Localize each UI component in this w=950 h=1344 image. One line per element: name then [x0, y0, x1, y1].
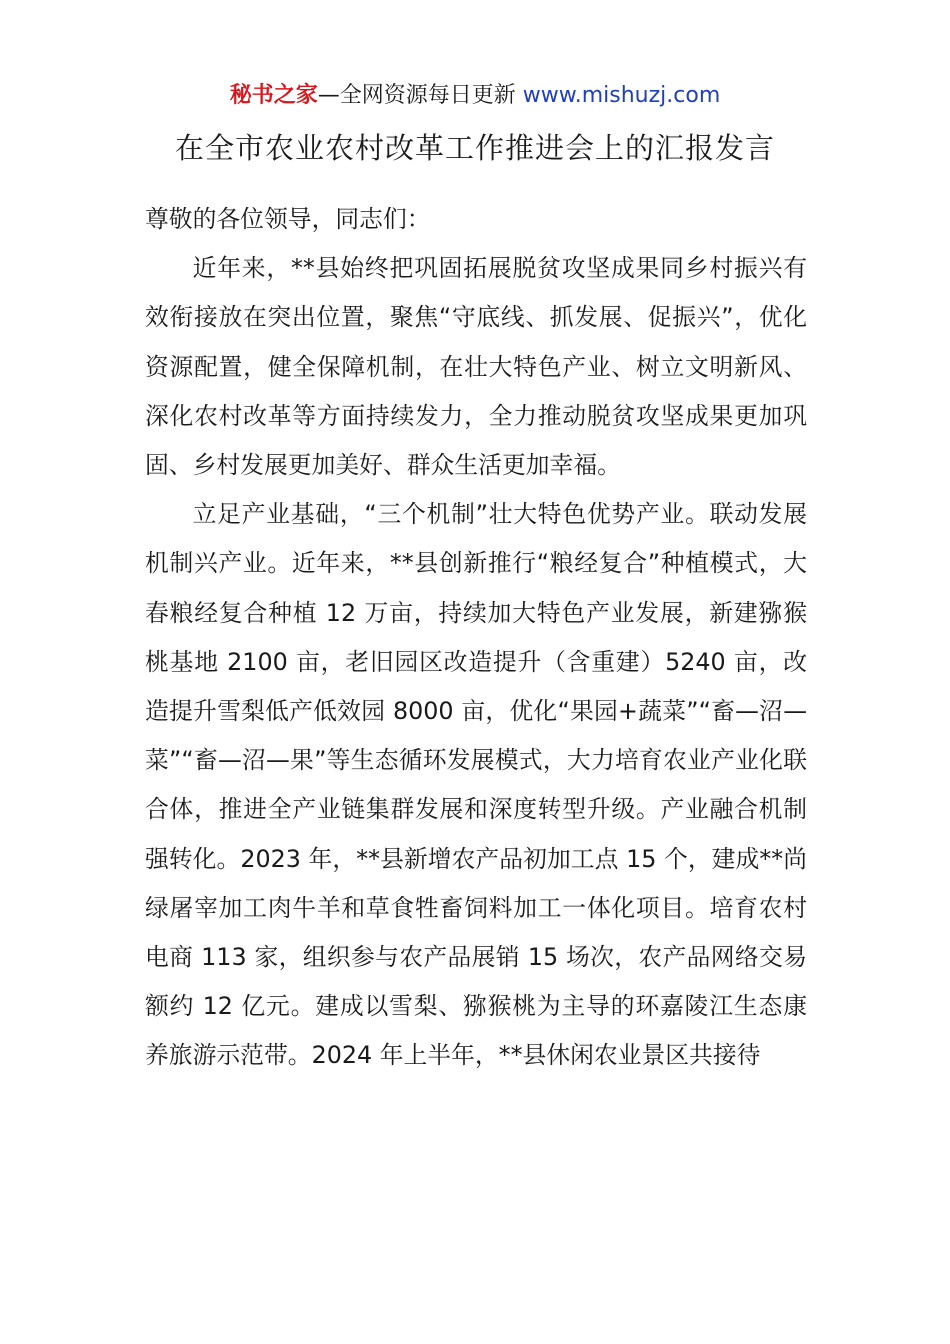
paragraph: 立足产业基础，“三个机制”壮大特色优势产业。联动发展机制兴产业。近年来，**县创新推行“粮经复合”种植模式，大春粮经复合种植 12 万亩，持续加大特色产业发展，新建猕猴桃基地 2100 亩，老旧园区改造提升（含重建）5240 亩，改造提升雪梨低产低效园 8000 亩，优化“果园+蔬菜”“畜—沼—菜”“畜—沼—果”等生态循环发展模式，大力培育农业产业化联合体，推进全产业链集群发展和深度转型升级。产业融合机制强转化。2023 年，**县新增农产品初加工点 15 个，建成**尚绿屠宰加工肉牛羊和草食牲畜饲料加工一体化项目。培育农村电商 113 家，组织参与农产品展销 15 场次，农产品网络交易额约 12 亿元。建成以雪梨、猕猴桃为主导的环嘉陵江生态康养旅游示范带。2024 年上半年，**县休闲农业景区共接待 [145, 500, 807, 1070]
salutation: 尊敬的各位领导，同志们： [145, 205, 431, 233]
document-title: 在全市农业农村改革工作推进会上的汇报发言 [174, 131, 775, 165]
site-brand: 秘书之家 [229, 83, 318, 108]
site-header [0, 80, 950, 112]
document-body [145, 195, 807, 1081]
paragraph: 近年来，**县始终把巩固拓展脱贫攻坚成果同乡村振兴有效衔接放在突出位置，聚焦“守底线、抓发展、促振兴”，优化资源配置，健全保障机制，在壮大特色产业、树立文明新风、深化农村改革等方面持续发力，全力推动脱贫攻坚成果更加巩固、乡村发展更加美好、群众生活更加幸福。 [145, 254, 807, 480]
site-slogan: —全网资源每日更新 [317, 83, 516, 108]
site-url-link[interactable]: www.mishuzj.com [522, 83, 721, 108]
